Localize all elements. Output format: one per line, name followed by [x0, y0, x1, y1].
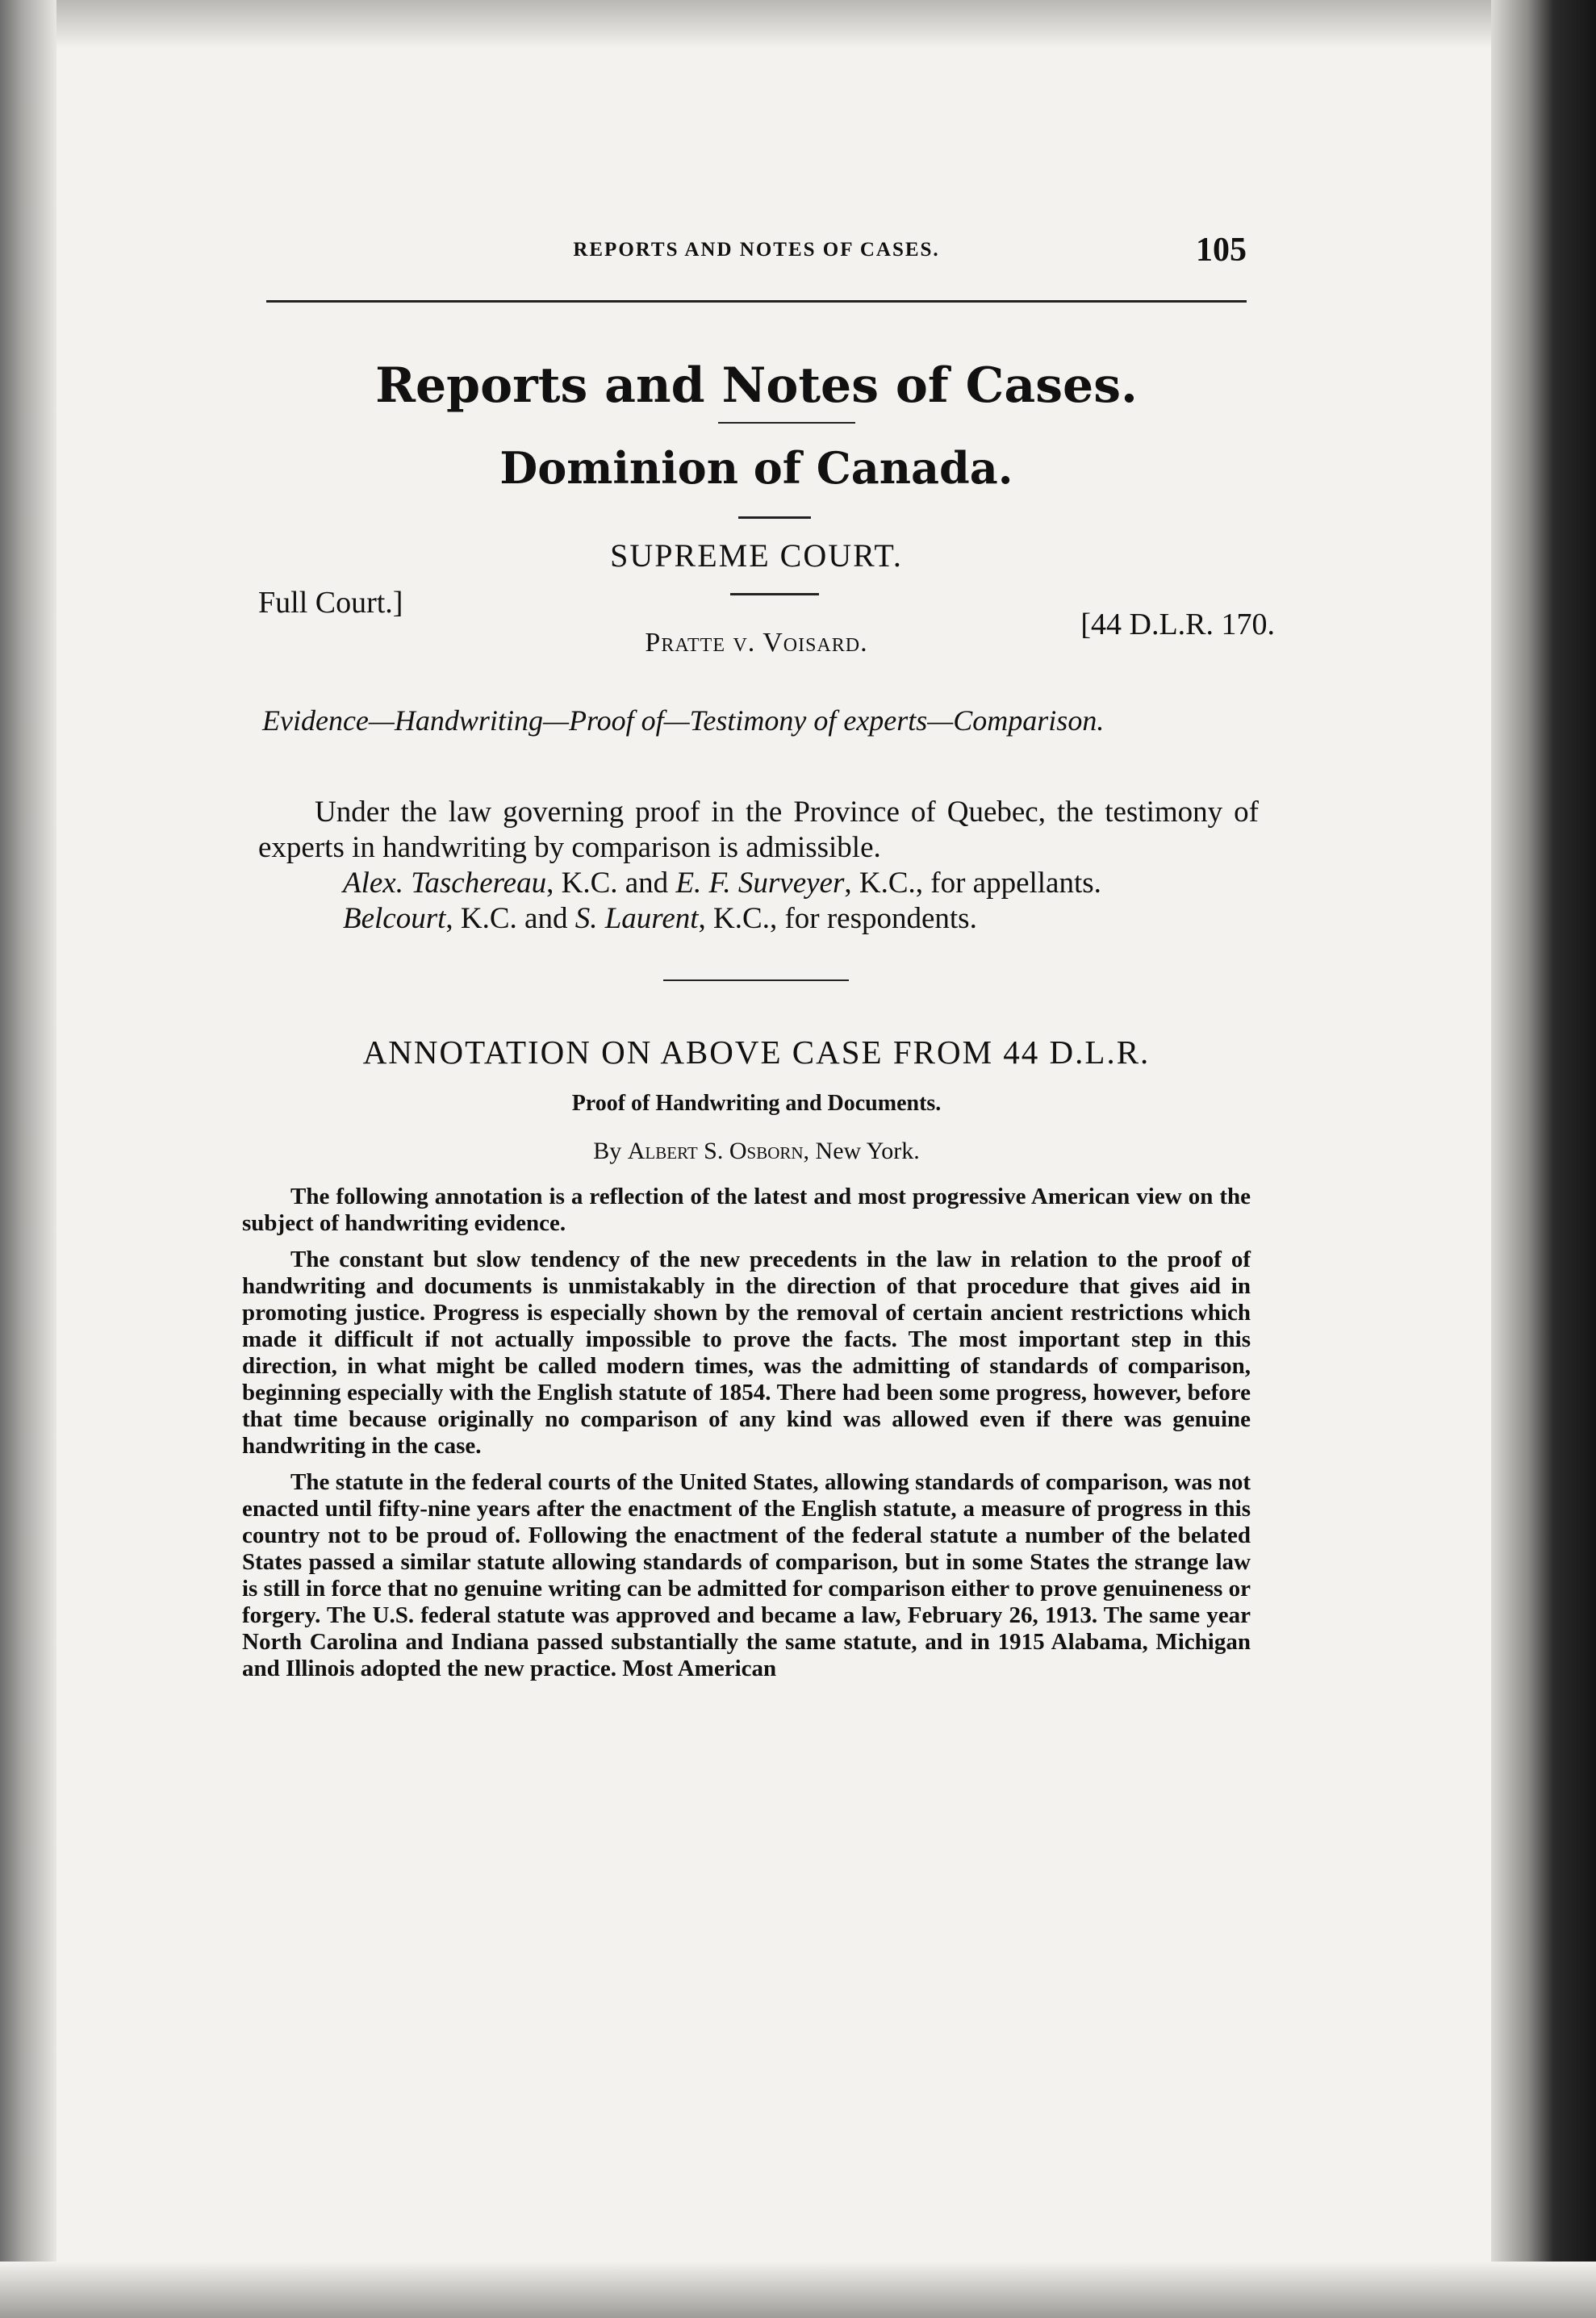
scan-edge-left	[0, 0, 56, 2318]
annotation-body	[242, 1184, 1251, 1692]
section-title: Reports and Notes of Cases.	[375, 357, 1138, 414]
paragraph: The statute in the federal courts of the United States, allowing standards of comparison, was not enacted until fifty-nine years after the enactment of the English statute, a measure of progress in this country not to be proud of. Following the enactment of the federal statute a number of the belated States passed a similar statute allowing standards of comparison, but in some States the strange law is still in force that no genuine writing can be admitted for comparison either to prove genuineness or forgery. The U.S. federal statute was approved and became a law, February 26, 1913. The same year North Carolina and Indiana passed substantially the same statute, and in 1915 Alabama, Michigan and Illinois adopted the new practice. Most American	[242, 1469, 1251, 1681]
section-divider	[663, 979, 849, 981]
case-parties: Pratte v. Voisard.	[645, 628, 868, 658]
header-rule	[266, 300, 1247, 303]
scan-edge-right	[1491, 0, 1596, 2318]
counsel-respondents: Belcourt, K.C. and S. Laurent, K.C., for respondents.	[343, 902, 977, 935]
case-keywords: Evidence—Handwriting—Proof of—Testimony of experts—Comparison.	[262, 704, 1105, 737]
citation: [44 D.L.R. 170.	[1080, 608, 1275, 641]
paragraph: The following annotation is a reflection of the latest and most progressive American view on the subject of handwriting evidence.	[242, 1184, 1251, 1236]
counsel-block	[343, 866, 1101, 937]
counsel-appellants: Alex. Taschereau, K.C. and E. F. Surveyer, K.C., for appellants.	[343, 867, 1101, 900]
title-rule	[718, 422, 855, 424]
annotation-subheading: Proof of Handwriting and Documents.	[571, 1091, 942, 1116]
bench: Full Court.]	[258, 586, 403, 620]
court-rule	[730, 593, 819, 595]
annotation-byline: By Albert S. Osborn, New York.	[593, 1138, 920, 1164]
case-holding: Under the law governing proof in the Province of Quebec, the testimony of experts in handwriting by comparison is admissible.	[258, 796, 1259, 864]
page-number: 105	[1196, 232, 1247, 269]
page-body	[242, 0, 1275, 2318]
subtitle-rule	[738, 516, 811, 519]
running-head-title: REPORTS AND NOTES OF CASES.	[573, 239, 940, 261]
court-name: SUPREME COURT.	[610, 537, 903, 574]
section-subtitle: Dominion of Canada.	[499, 442, 1013, 494]
paragraph: The constant but slow tendency of the new precedents in the law in relation to the proof of handwriting and documents is unmistakably in the direction of that procedure that gives aid in promoting justice. Progress is especially shown by the removal of certain ancient restrictions which made it difficult if not actually impossible to prove the facts. The most important step in this direction, in what might be called modern times, was the admitting of standards of comparison, beginning especially with the English statute of 1854. There had been some progress, however, before that time because originally no comparison of any kind was allowed even if there was genuine handwriting in the case.	[242, 1247, 1251, 1459]
author-name: Albert S. Osborn	[627, 1138, 804, 1164]
annotation-heading: ANNOTATION ON ABOVE CASE FROM 44 D.L.R.	[362, 1034, 1151, 1071]
